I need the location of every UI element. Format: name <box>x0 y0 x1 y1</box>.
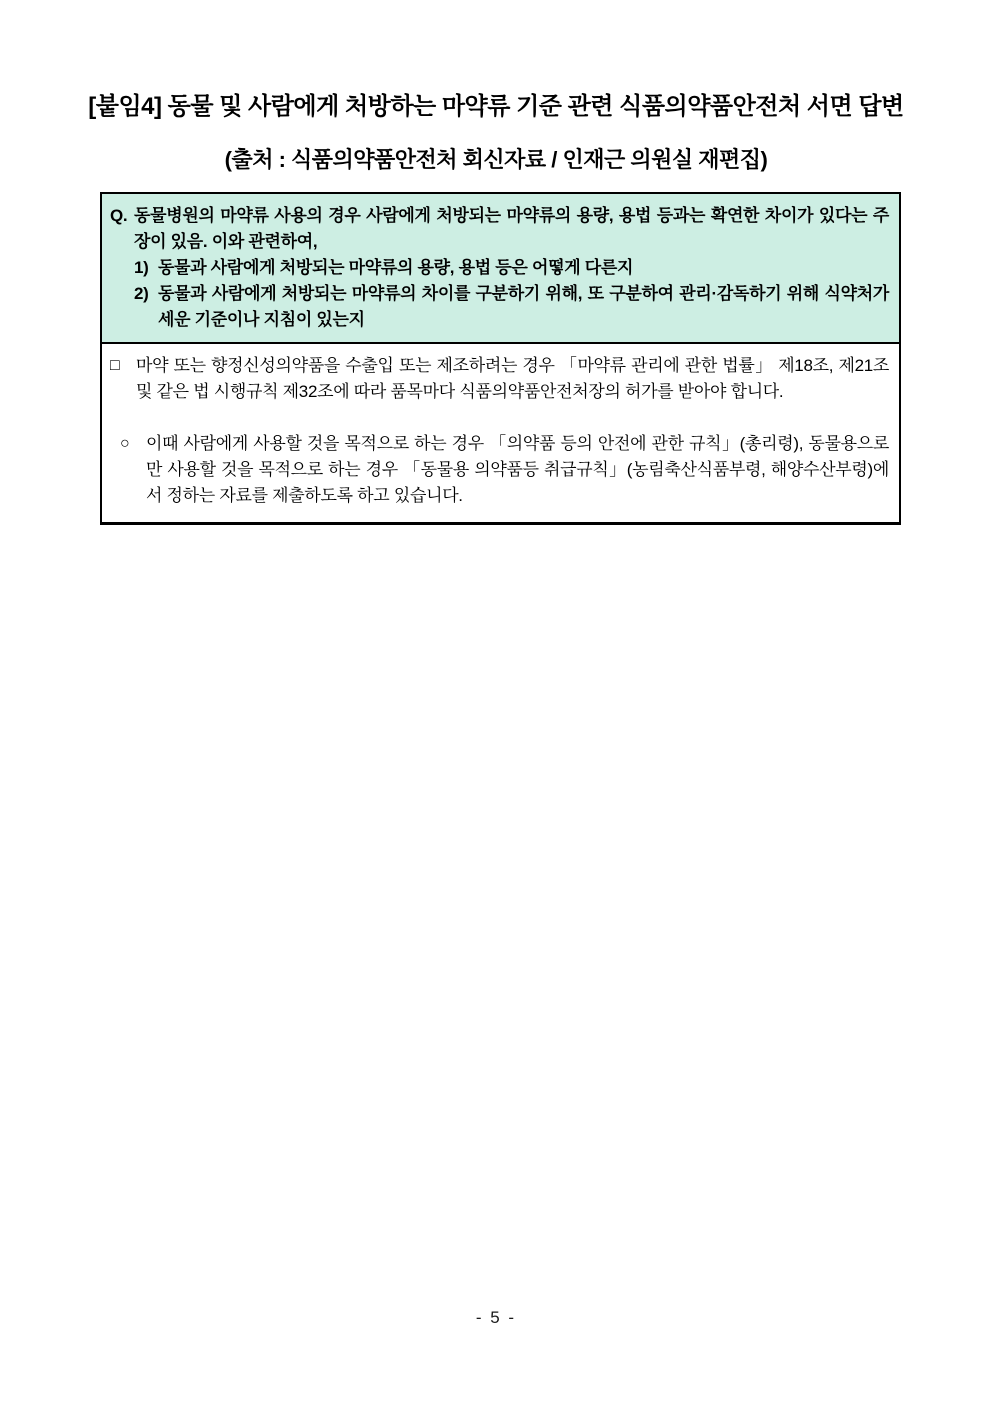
answer-paragraph-2 <box>110 431 889 509</box>
page-number: - 5 - <box>475 1308 517 1327</box>
answer-paragraph-1 <box>110 353 889 405</box>
question-item-2-number: 2) <box>134 284 149 303</box>
question-item-2 <box>134 281 889 333</box>
question-intro-text: 동물병원의 마약류 사용의 경우 사람에게 처방되는 마약류의 용량, 용법 등과는 확연한 차이가 있다는 주장이 있음. 이와 관련하여, <box>134 206 889 251</box>
question-items <box>110 255 889 333</box>
circle-bullet-icon: ○ <box>120 435 130 452</box>
source-subtitle: (출처 : 식품의약품안전처 회신자료 / 인재근 의원실 재편집) <box>224 147 768 172</box>
question-box <box>102 194 899 344</box>
question-item-1 <box>134 255 889 281</box>
question-item-1-number: 1) <box>134 258 149 277</box>
square-bullet-icon: □ <box>110 357 120 374</box>
answer-box <box>102 344 899 522</box>
question-item-2-text: 동물과 사람에게 처방되는 마약류의 차이를 구분하기 위해, 또 구분하여 관리·감독하기 위해 식약처가 세운 기준이나 지침이 있는지 <box>158 284 889 329</box>
question-intro-row <box>110 203 889 255</box>
answer-paragraph-2-text: 이때 사람에게 사용할 것을 목적으로 하는 경우 「의약품 등의 안전에 관한 규칙」(총리령), 동물용으로만 사용할 것을 목적으로 하는 경우 「동물용 의약품등 취급규칙」(농림축산식품부령, 해양수산부령)에서 정하는 자료를 제출하도록 하고 있습니다. <box>146 434 889 505</box>
qa-block <box>100 192 901 525</box>
attachment-title: [붙임4] 동물 및 사람에게 처방하는 마약류 기준 관련 식품의약품안전처 서면 답변 <box>88 93 904 120</box>
question-item-1-text: 동물과 사람에게 처방되는 마약류의 용량, 용법 등은 어떻게 다른지 <box>158 258 634 277</box>
question-label: Q. <box>110 206 128 225</box>
answer-paragraph-1-text: 마약 또는 향정신성의약품을 수출입 또는 제조하려는 경우 「마약류 관리에 관한 법률」 제18조, 제21조 및 같은 법 시행규칙 제32조에 따라 품목마다 식품의약품안전처장의 허가를 받아야 합니다. <box>136 356 889 401</box>
